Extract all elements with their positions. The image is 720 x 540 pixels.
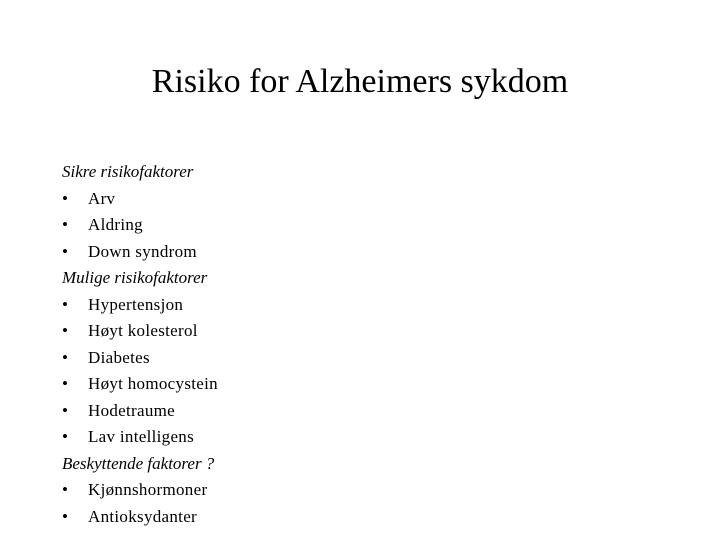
bullet-list [62, 477, 662, 530]
slide-content [62, 159, 662, 530]
bullet-icon: • [62, 400, 68, 420]
bullet-icon: • [62, 506, 68, 526]
bullet-icon: • [62, 294, 68, 314]
bullet-icon: • [62, 241, 68, 261]
list-item-text: Høyt kolesterol [88, 321, 198, 340]
bullet-icon: • [62, 374, 68, 393]
list-item-text: Høyt homocystein [88, 374, 218, 393]
list-item-text: Hypertensjon [88, 294, 184, 314]
list-item [62, 424, 662, 451]
list-item-text: Hodetraume [88, 400, 176, 420]
list-item-text: Down syndrom [88, 241, 197, 261]
bullet-icon: • [62, 321, 68, 340]
bullet-list [62, 292, 662, 451]
list-item [62, 398, 662, 425]
section-heading: Sikre risikofaktorer [62, 162, 194, 181]
section-heading: Mulige risikofaktorer [62, 268, 208, 287]
list-item [62, 212, 662, 239]
bullet-icon: • [62, 215, 68, 234]
list-item [62, 371, 662, 398]
bullet-icon: • [62, 347, 68, 367]
list-item [62, 318, 662, 345]
list-item [62, 504, 662, 531]
section-sure-risk-factors [62, 159, 662, 265]
list-item [62, 292, 662, 319]
section-heading: Beskyttende faktorer ? [62, 453, 215, 473]
list-item-text: Aldring [88, 215, 143, 234]
slide-title: Risiko for Alzheimers sykdom [151, 63, 569, 100]
bullet-icon: • [62, 480, 68, 499]
bullet-icon: • [62, 427, 68, 446]
bullet-icon: • [62, 188, 68, 208]
list-item-text: Arv [88, 188, 116, 208]
list-item-text: Lav intelligens [88, 427, 195, 446]
list-item [62, 239, 662, 266]
section-possible-risk-factors [62, 265, 662, 451]
list-item-text: Diabetes [88, 347, 150, 367]
list-item [62, 186, 662, 213]
list-item [62, 477, 662, 504]
list-item-text: Kjønnshormoner [88, 480, 208, 499]
section-protective-factors [62, 451, 662, 531]
bullet-list [62, 186, 662, 266]
list-item-text: Antioksydanter [88, 506, 198, 526]
list-item [62, 345, 662, 372]
